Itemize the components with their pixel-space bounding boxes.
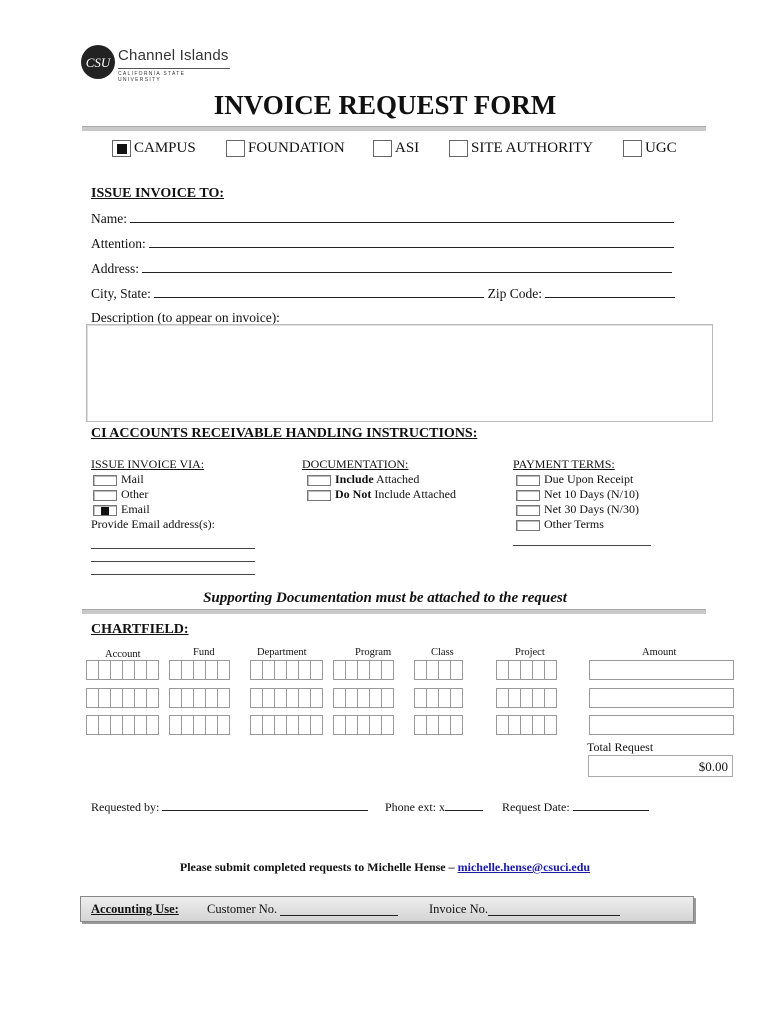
email-address-lines xyxy=(91,538,255,575)
do-not-rest: Include Attached xyxy=(371,487,456,501)
documentation-heading: DOCUMENTATION: xyxy=(302,457,409,471)
page-title: INVOICE REQUEST FORM xyxy=(213,90,557,120)
campus-label: CAMPUS xyxy=(134,140,196,157)
net10-checkbox[interactable] xyxy=(516,490,540,501)
csu-seal-icon xyxy=(80,44,116,80)
email-checkbox[interactable] xyxy=(93,505,117,516)
supporting-rule xyxy=(82,609,706,614)
term-net-30[interactable] xyxy=(516,502,651,517)
invoice-no-label: Invoice No. xyxy=(429,902,489,916)
entity-asi[interactable] xyxy=(373,140,419,157)
fund-cell[interactable] xyxy=(217,715,230,735)
name-row xyxy=(91,211,674,227)
documentation-section xyxy=(302,457,456,502)
project-cell[interactable] xyxy=(544,715,557,735)
net30-checkbox[interactable] xyxy=(516,505,540,516)
col-amount: Amount xyxy=(642,647,677,658)
other-label: Other xyxy=(121,487,149,501)
via-other[interactable] xyxy=(93,487,255,502)
submit-text: Please submit completed requests to Michelle Hense – xyxy=(179,860,455,874)
request-date-row xyxy=(502,800,649,815)
department-cell[interactable] xyxy=(310,660,323,680)
account-cell[interactable] xyxy=(146,688,159,708)
phone-label: Phone ext: x xyxy=(385,800,445,814)
do-not-bold: Do Not xyxy=(335,487,372,501)
address-label: Address: xyxy=(91,261,139,276)
customer-no-field[interactable] xyxy=(280,905,398,916)
col-program: Program xyxy=(355,647,392,658)
via-section xyxy=(91,457,255,575)
customer-no-row xyxy=(207,897,398,921)
accounting-use-bar xyxy=(80,896,694,922)
title-rule xyxy=(82,126,706,131)
customer-no-label: Customer No. xyxy=(207,902,278,916)
do-not-checkbox[interactable] xyxy=(307,490,331,501)
asi-label: ASI xyxy=(395,140,420,157)
account-cell[interactable] xyxy=(146,715,159,735)
amount-field-1[interactable] xyxy=(589,660,734,680)
address-row xyxy=(91,261,672,277)
via-email[interactable] xyxy=(93,502,255,517)
department-cell[interactable] xyxy=(310,688,323,708)
foundation-checkbox[interactable] xyxy=(226,140,245,157)
include-bold: Include xyxy=(335,472,374,486)
mail-label: Mail xyxy=(121,472,144,486)
attention-label: Attention: xyxy=(91,236,146,251)
other-terms-field[interactable] xyxy=(513,532,651,546)
description-textarea[interactable] xyxy=(86,324,713,422)
mail-checkbox[interactable] xyxy=(93,475,117,486)
university-logo xyxy=(80,44,230,84)
project-cell[interactable] xyxy=(544,688,557,708)
col-class: Class xyxy=(431,647,454,658)
ugc-checkbox[interactable] xyxy=(623,140,642,157)
net10-label: Net 10 Days (N/10) xyxy=(544,487,639,501)
logo-subtitle: CALIFORNIA STATE UNIVERSITY xyxy=(118,68,230,83)
col-account: Account xyxy=(105,649,141,660)
phone-row xyxy=(385,800,483,815)
term-due-upon-receipt[interactable] xyxy=(516,472,651,487)
name-label: Name: xyxy=(91,211,127,226)
class-cell[interactable] xyxy=(450,688,463,708)
attention-row xyxy=(91,236,674,252)
col-fund: Fund xyxy=(193,647,215,658)
name-field[interactable] xyxy=(130,211,674,223)
col-department: Department xyxy=(257,647,307,658)
description-label: Description (to appear on invoice): xyxy=(91,310,280,325)
account-cell[interactable] xyxy=(146,660,159,680)
via-heading: ISSUE INVOICE VIA: xyxy=(91,457,205,471)
submit-note xyxy=(0,860,770,875)
svg-text:CSU: CSU xyxy=(85,55,111,70)
campus-checkbox[interactable] xyxy=(112,140,131,157)
program-cell[interactable] xyxy=(381,688,394,708)
submit-email-link[interactable]: michelle.hense@csuci.edu xyxy=(457,860,591,874)
address-field[interactable] xyxy=(142,261,672,273)
email-address-label: Provide Email address(s): xyxy=(91,517,215,531)
city-label: City, State: xyxy=(91,286,151,301)
col-project: Project xyxy=(515,647,545,658)
terms-heading: PAYMENT TERMS: xyxy=(513,457,615,471)
invoice-no-row xyxy=(429,897,620,921)
other-terms-checkbox[interactable] xyxy=(516,520,540,531)
phone-field[interactable] xyxy=(445,800,483,811)
chartfield-heading: CHARTFIELD: xyxy=(91,622,189,637)
program-cell[interactable] xyxy=(381,660,394,680)
handling-heading: CI ACCOUNTS RECEIVABLE HANDLING INSTRUCTIONS: xyxy=(91,426,478,441)
other-checkbox[interactable] xyxy=(93,490,117,501)
fund-cell[interactable] xyxy=(217,688,230,708)
issue-heading: ISSUE INVOICE TO: xyxy=(91,186,225,201)
email-address-field-1[interactable] xyxy=(91,538,255,549)
asi-checkbox[interactable] xyxy=(373,140,392,157)
attention-field[interactable] xyxy=(149,236,674,248)
entity-site-authority[interactable] xyxy=(449,140,593,157)
include-rest: Attached xyxy=(373,472,420,486)
request-date-label: Request Date: xyxy=(502,800,570,814)
other-terms-label: Other Terms xyxy=(544,517,604,531)
net30-label: Net 30 Days (N/30) xyxy=(544,502,639,516)
entity-foundation[interactable] xyxy=(226,140,345,157)
requested-by-field[interactable] xyxy=(162,800,368,811)
logo-name: Channel Islands xyxy=(118,47,229,64)
due-label: Due Upon Receipt xyxy=(544,472,634,486)
email-label: Email xyxy=(121,502,150,516)
department-cell[interactable] xyxy=(310,715,323,735)
request-date-field[interactable] xyxy=(573,800,649,811)
ugc-label: UGC xyxy=(645,140,677,157)
amount-field-3[interactable] xyxy=(589,715,734,735)
entity-ugc[interactable] xyxy=(623,140,677,157)
project-cell[interactable] xyxy=(544,660,557,680)
zip-label: Zip Code: xyxy=(487,286,542,301)
site-authority-label: SITE AUTHORITY xyxy=(471,140,594,157)
city-field[interactable] xyxy=(154,286,484,298)
zip-field[interactable] xyxy=(545,286,675,298)
doc-do-not[interactable] xyxy=(307,487,456,502)
fund-cell[interactable] xyxy=(217,660,230,680)
include-checkbox[interactable] xyxy=(307,475,331,486)
supporting-note: Supporting Documentation must be attached to the request xyxy=(203,590,567,606)
class-cell[interactable] xyxy=(450,660,463,680)
terms-section xyxy=(513,457,651,546)
requested-by-row xyxy=(91,800,368,815)
via-mail[interactable] xyxy=(93,472,255,487)
class-cell[interactable] xyxy=(450,715,463,735)
term-other[interactable] xyxy=(516,517,651,532)
term-net-10[interactable] xyxy=(516,487,651,502)
program-cell[interactable] xyxy=(381,715,394,735)
email-address-field-3[interactable] xyxy=(91,562,255,575)
doc-include[interactable] xyxy=(307,472,456,487)
foundation-label: FOUNDATION xyxy=(248,140,345,157)
total-value: $0.00 xyxy=(588,755,733,777)
due-checkbox[interactable] xyxy=(516,475,540,486)
amount-field-2[interactable] xyxy=(589,688,734,708)
accounting-use-label: Accounting Use: xyxy=(91,902,179,916)
total-label: Total Request xyxy=(587,740,654,754)
invoice-no-field[interactable] xyxy=(488,905,620,916)
entity-options xyxy=(0,140,770,160)
email-address-field-2[interactable] xyxy=(91,549,255,562)
requested-by-label: Requested by: xyxy=(91,800,160,814)
city-row xyxy=(91,286,675,302)
site-authority-checkbox[interactable] xyxy=(449,140,468,157)
entity-campus[interactable] xyxy=(112,140,196,157)
